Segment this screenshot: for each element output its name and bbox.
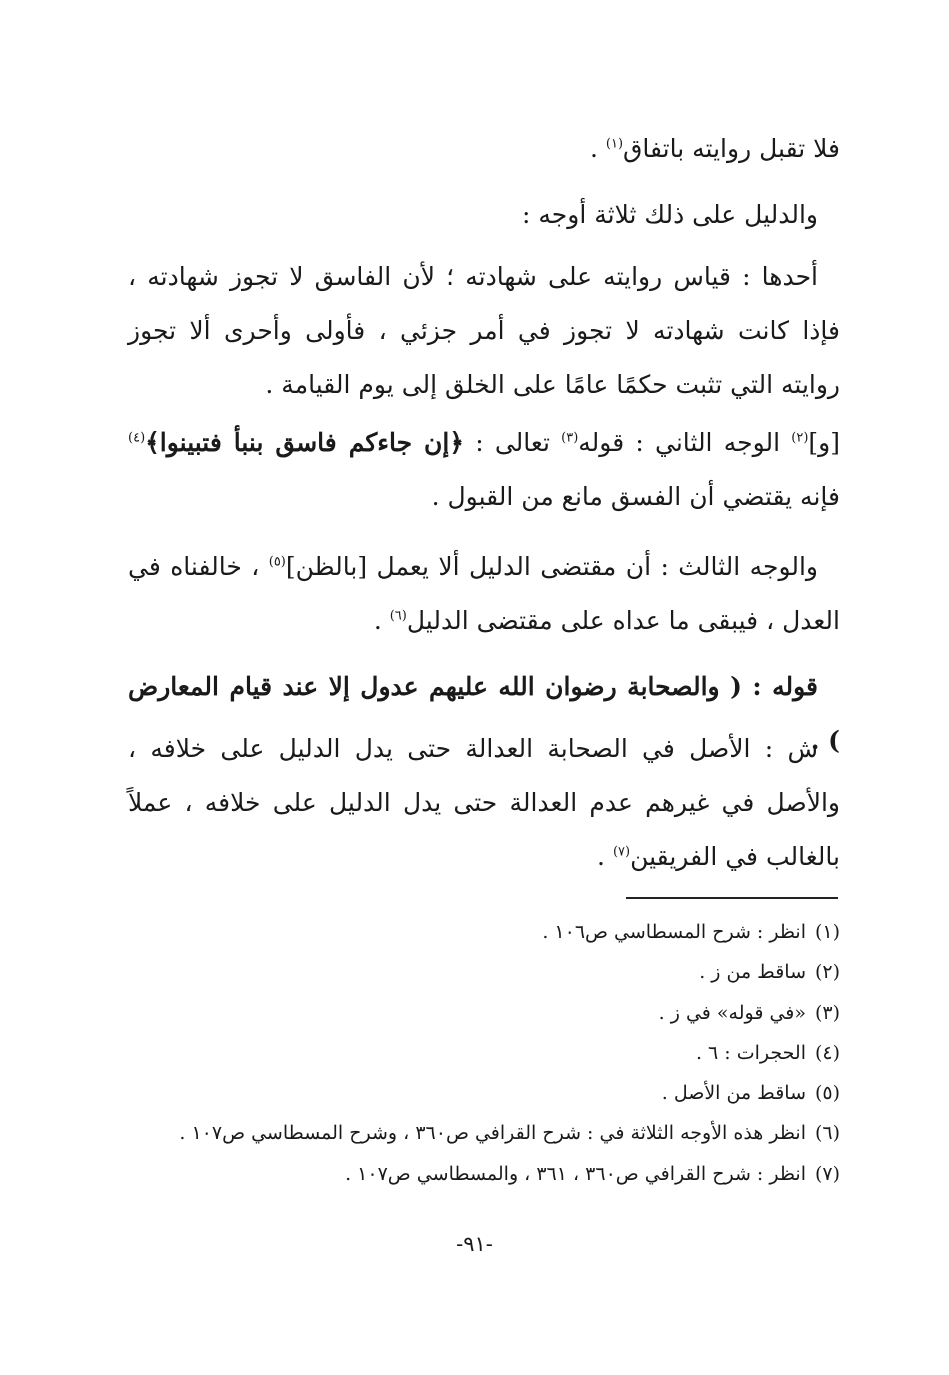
paragraph-2-text: والدليل على ذلك ثلاثة أوجه : [522, 200, 818, 229]
footnote-text: الحجرات : ٦ . [695, 1041, 806, 1064]
paragraph-7-text: ش : الأصل في الصحابة العدالة حتى يدل الدليل على خلافه ، والأصل في غيرهم عدم العدالة حتى يدل الدليل على خلافه ، عملاً بالغالب في الفريقين [128, 734, 840, 871]
footnote-ref-7[interactable]: (٧) [612, 844, 631, 860]
footnote-item [128, 1033, 840, 1073]
paragraph-1-text: فلا تقبل روايته باتفاق [623, 134, 840, 163]
paragraph-7 [128, 722, 840, 884]
paragraph-1 [128, 122, 840, 176]
footnote-ref-2[interactable]: (٢) [791, 430, 809, 446]
footnotes-list [128, 912, 840, 1194]
footnote-ref-1[interactable]: (١) [605, 136, 624, 152]
footnote-text: انظر : شرح المسطاسي ص١٠٦ . [542, 921, 806, 943]
footnote-text: ساقط من ز . [699, 961, 806, 984]
paragraph-5-end: . [373, 606, 390, 635]
paragraph-6-text: قوله : ( والصحابة رضوان الله عليهم عدول إلا عند قيام المعارض ) . [128, 672, 840, 755]
quran-verse: ﴿إن جاءكم فاسق بنبأ فتبينوا﴾ [145, 428, 464, 457]
footnote-item [128, 1154, 840, 1194]
footnote-separator [626, 897, 838, 899]
paragraph-4-text-b: تعالى : [463, 428, 562, 457]
paragraph-1-end: . [589, 134, 606, 163]
footnote-item [128, 993, 840, 1033]
footnote-ref-3[interactable]: (٣) [561, 430, 579, 446]
footnote-text: انظر هذه الأوجه الثلاثة في : شرح القرافي ص٣٦٠ ، وشرح المسطاسي ص١٠٧ . [179, 1122, 806, 1145]
footnote-ref-4[interactable]: (٤) [128, 430, 146, 446]
footnote-number: (٧) [814, 1162, 840, 1185]
paragraph-5-text-b: ، خالفناه في العدل ، فيبقى ما عداه على مقتضى الدليل [128, 552, 840, 635]
footnote-number: (٦) [814, 1122, 840, 1145]
bracket-insertion: [و] [808, 428, 840, 457]
footnote-number: (٥) [814, 1082, 840, 1105]
footnote-number: (٣) [814, 1001, 840, 1024]
footnote-number: (٤) [814, 1041, 840, 1064]
footnote-text: ساقط من الأصل . [661, 1082, 806, 1105]
paragraph-4 [128, 416, 840, 524]
paragraph-4-text-a: الوجه الثاني : قوله [578, 428, 792, 457]
page-number: -٩١- [456, 1232, 493, 1256]
paragraph-5-text-a: والوجه الثالث : أن مقتضى الدليل ألا يعمل [بالظن] [285, 552, 819, 581]
footnote-text: «في قوله» في ز . [658, 1001, 806, 1024]
paragraph-3 [128, 250, 840, 412]
footnote-item [128, 912, 840, 952]
paragraph-3-text: أحدها : قياس روايته على شهادته ؛ لأن الفاسق لا تجوز شهادته ، فإذا كانت شهادته لا تجوز في أمر جزئي ، فأولى وأحرى ألا تجوز روايته التي تثبت حكمًا عامًا على الخلق إلى يوم القيامة . [128, 262, 840, 399]
footnote-item [128, 1073, 840, 1113]
footnote-number: (٢) [814, 961, 840, 984]
paragraph-4-text-c: فإنه يقتضي أن الفسق مانع من القبول . [431, 482, 840, 511]
paragraph-7-end: . [597, 842, 613, 871]
footnote-item [128, 1113, 840, 1153]
footnote-item [128, 952, 840, 992]
footnote-ref-5[interactable]: (٥) [268, 554, 286, 570]
footnote-number: (١) [814, 921, 840, 943]
footnote-text: انظر : شرح القرافي ص٣٦٠ ، ٣٦١ ، والمسطاسي ص١٠٧ . [345, 1162, 806, 1185]
paragraph-5 [128, 540, 840, 648]
footnote-ref-6[interactable]: (٦) [389, 608, 407, 624]
paragraph-2 [128, 188, 840, 242]
